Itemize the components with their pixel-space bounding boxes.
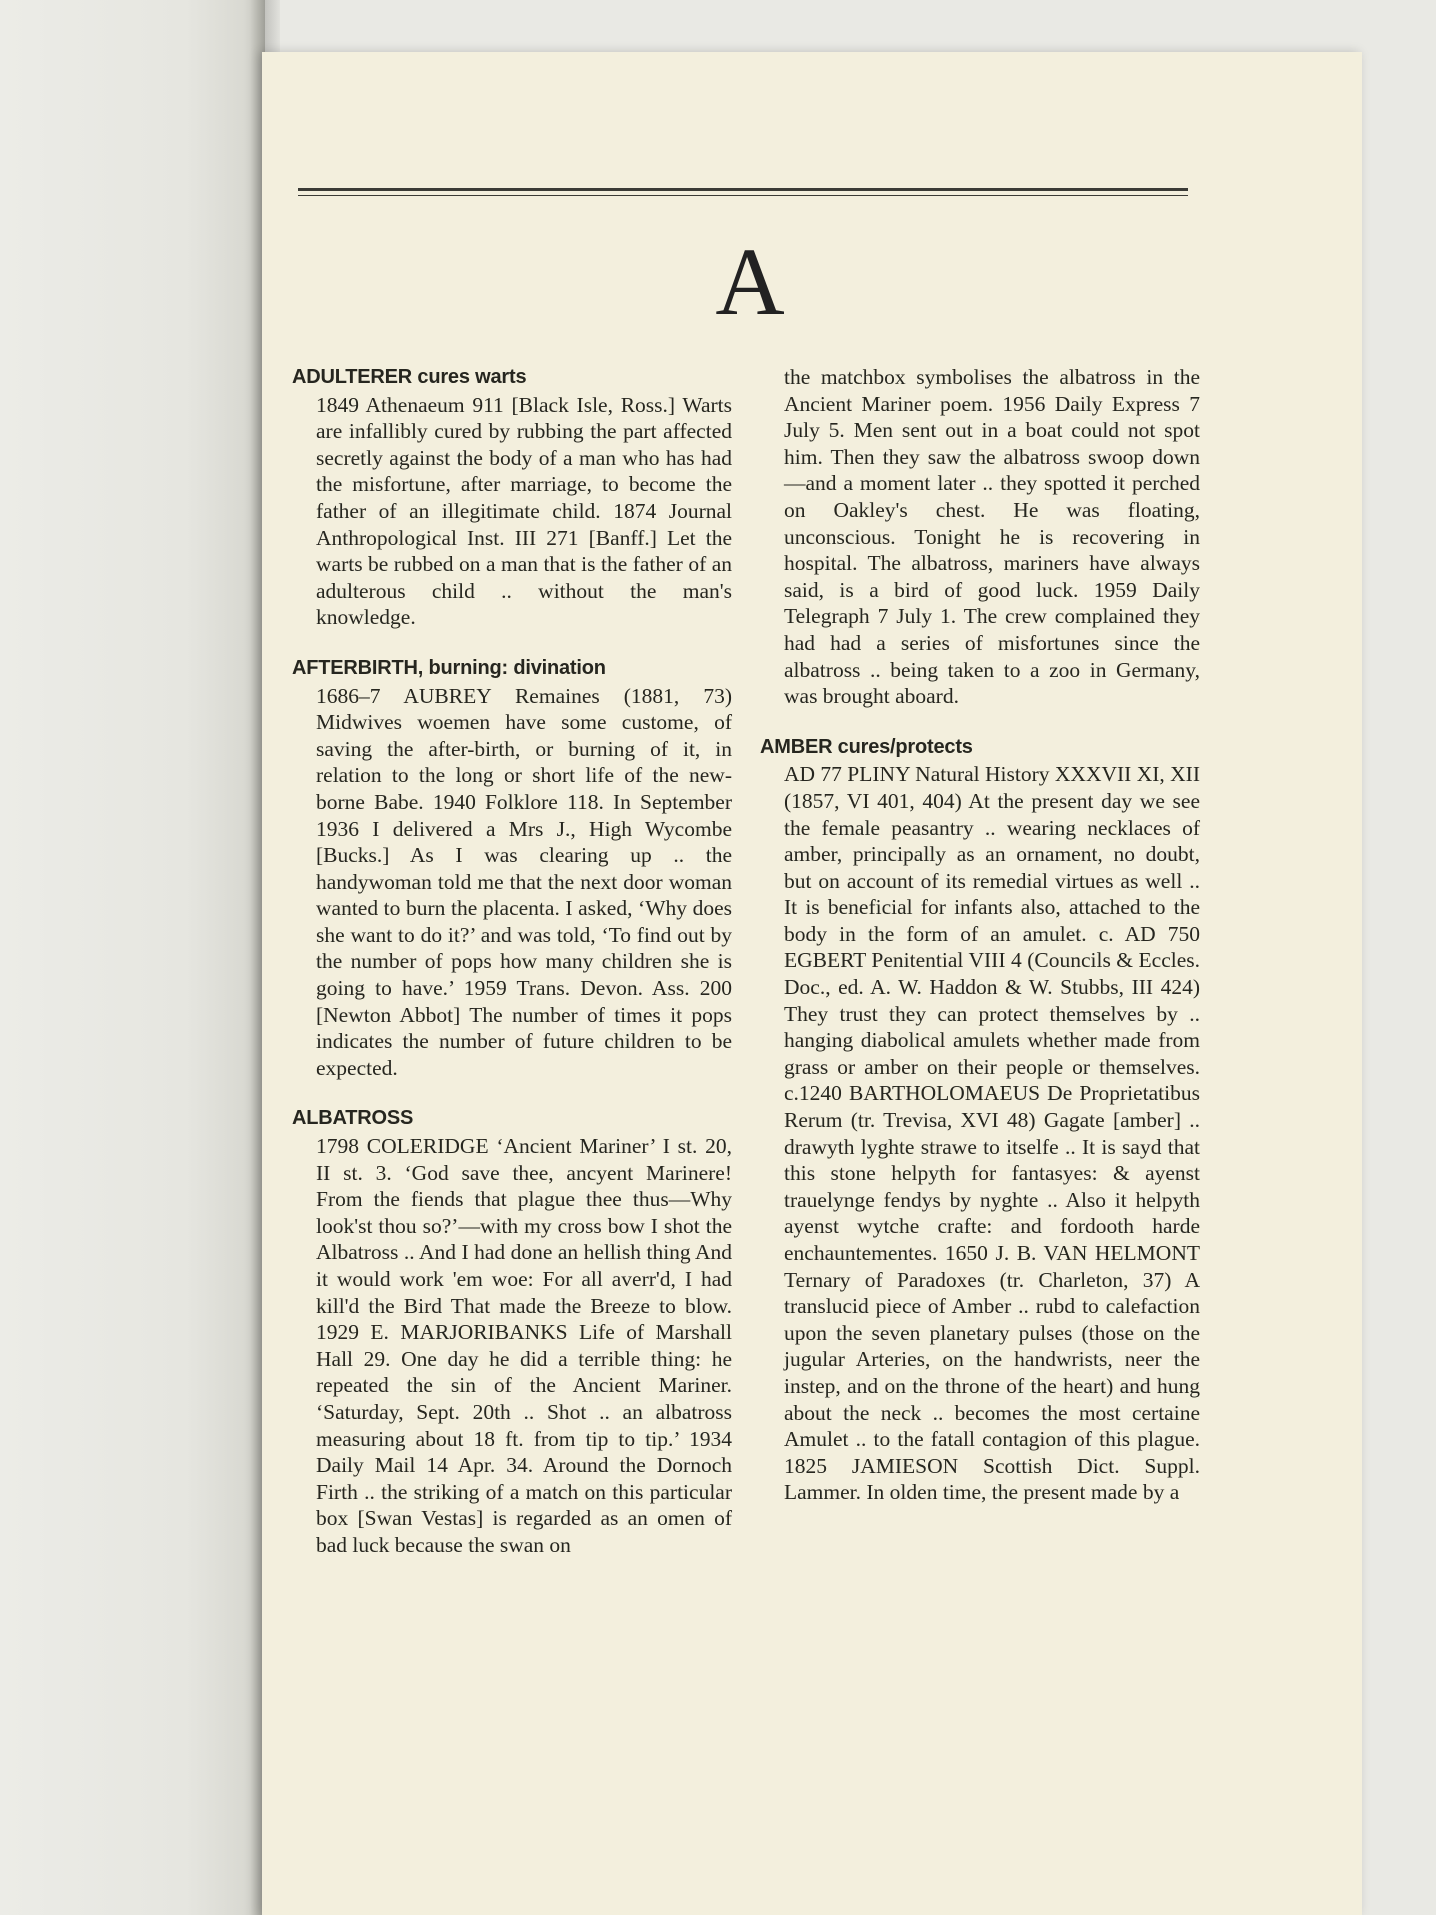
entry-heading: AFTERBIRTH, burning: divination	[292, 656, 606, 679]
left-column	[292, 364, 732, 1583]
entry-albatross-continued	[760, 364, 1200, 710]
entry-text: AD 77 PLINY Natural History XXXVII XI, XII (1857, VI 401, 404) At the present day we see the female peasantry .. wearing necklaces of amber, principally as an ornament, no doubt, but on account of its remedial virtues as well .. It is beneficial for infants also, attached to the body in the form of an amulet. c. AD 750 EGBERT Penitential VIII 4 (Councils & Eccles. Doc., ed. A. W. Haddon & W. Stubbs, III 424) They trust they can protect themselves by .. hanging diabolical amulets whether made from grass or amber on their people or themselves. c.1240 BARTHOLOMAEUS De Proprietatibus Rerum (tr. Trevisa, XVI 48) Gagate [amber] .. drawyth lyghte strawe to itselfe .. It is sayd that this stone helpyth for fantasyes: & ayenst trauelynge fendys by nyghte .. Also it helpyth ayenst wytche crafte: and fordooth harde enchauntementes. 1650 J. B. VAN HELMONT Ternary of Paradoxes (tr. Charleton, 37) A translucid piece of Amber .. rubd to calefaction upon the seven planetary pulses (those on the jugular Arteries, on the handwrists, neer the instep, and on the throne of the heart) and hung about the neck .. becomes the most certaine Amulet .. to the fatall contagion of this plague. 1825 JAMIESON Scottish Dict. Suppl. Lammer. In olden time, the present made by a	[784, 762, 1200, 1505]
left-page-edge	[0, 0, 265, 1915]
right-column	[760, 364, 1200, 1530]
entry-text: the matchbox symbolises the albatross in the Ancient Mariner poem. 1956 Daily Express 7 July 5. Men sent out in a boat could not spot him. Then they saw the albatross swoop down—and a moment later .. they spotted it perched on Oakley's chest. He was floating, unconscious. Tonight he is recovering in hospital. The albatross, mariners have always said, is a bird of good luck. 1959 Daily Telegraph 7 July 1. The crew complained they had had a series of misfortunes since the albatross .. being taken to a zoo in Germany, was brought aboard.	[784, 365, 1200, 709]
entry-albatross	[292, 1105, 732, 1558]
entry-afterbirth	[292, 655, 732, 1082]
entry-text: 1686–7 AUBREY Remaines (1881, 73) Midwives woemen have some custome, of saving the after-birth, or burning of it, in relation to the long or short life of the new-borne Babe. 1940 Folklore 118. In September 1936 I delivered a Mrs J., High Wycombe [Bucks.] As I was clearing up .. the handywoman told me that the next door woman wanted to burn the placenta. I asked, ‘Why does she want to do it?’ and was told, ‘To find out by the number of pops how many children she is going to have.’ 1959 Trans. Devon. Ass. 200 [Newton Abbot] The number of times it pops indicates the number of future children to be expected.	[316, 683, 732, 1080]
entry-text: 1849 Athenaeum 911 [Black Isle, Ross.] Warts are infallibly cured by rubbing the part affected secretly against the body of a man who has had the misfortune, after marriage, to become the father of an illegitimate child. 1874 Journal Anthropological Inst. III 271 [Banff.] Let the warts be rubbed on a man that is the father of an adulterous child .. without the man's knowledge.	[316, 392, 732, 630]
entry-heading: ALBATROSS	[292, 1107, 414, 1130]
section-letter: A	[715, 228, 785, 335]
header-rule	[298, 188, 1188, 196]
entry-adulterer	[292, 364, 732, 631]
entry-heading: AMBER cures/protects	[760, 735, 973, 758]
entry-amber	[760, 734, 1200, 1506]
entry-text: 1798 COLERIDGE ‘Ancient Mariner’ I st. 20, II st. 3. ‘God save thee, ancyent Marinere! From the fiends that plague thee thus—Why look'st thou so?’—with my cross bow I shot the Albatross .. And I had done an hellish thing And it would work 'em woe: For all averr'd, I had kill'd the Bird That made the Breeze to blow. 1929 E. MARJORIBANKS Life of Marshall Hall 29. One day he did a terrible thing: he repeated the sin of the Ancient Mariner. ‘Saturday, Sept. 20th .. Shot .. an albatross measuring about 18 ft. from tip to tip.’ 1934 Daily Mail 14 Apr. 34. Around the Dornoch Firth .. the striking of a match on this particular box [Swan Vestas] is regarded as an omen of bad luck because the swan on	[316, 1134, 732, 1557]
entry-heading: ADULTERER cures warts	[292, 366, 527, 388]
